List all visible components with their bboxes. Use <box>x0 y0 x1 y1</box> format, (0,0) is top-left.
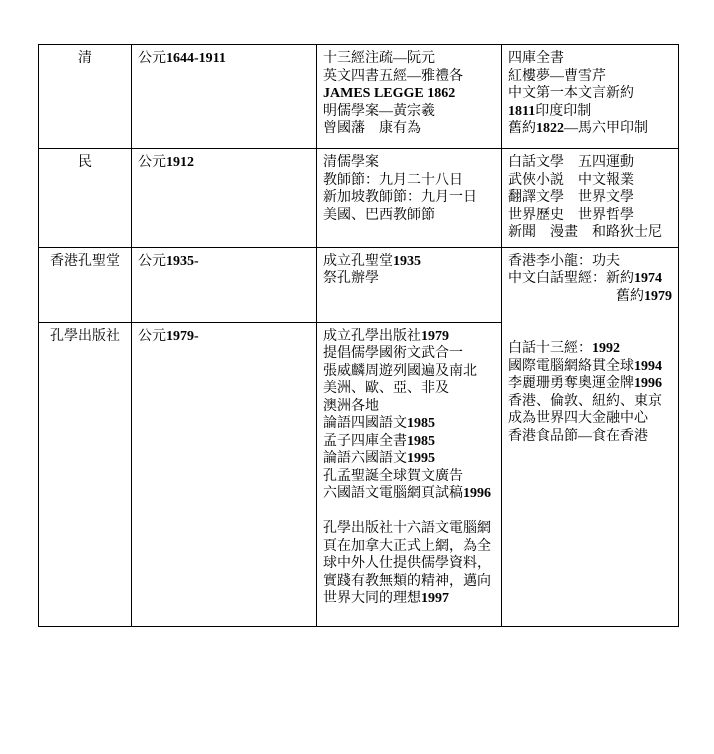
table-row-min <box>39 149 679 248</box>
events-cell: 白話文學 五四運動 武俠小説 中文報業 翻譯文學 世界文學 世界歷史 世界哲學 新聞 漫畫 和路狄士尼 <box>502 149 679 248</box>
table-row-qing <box>39 45 679 149</box>
years-cell: 公元1979- <box>132 322 317 626</box>
period-cell: 民 <box>39 149 132 248</box>
years-cell: 公元1935- <box>132 247 317 322</box>
timeline-table <box>38 44 679 627</box>
events-cell: 四庫全書 紅樓夢—曹雪芹 中文第一本文言新約 1811印度印制 舊約1822—馬六甲印制 <box>502 45 679 149</box>
events-cell: 清儒學案 教師節：九月二十八日 新加坡教師節：九月一日 美國、巴西教師節 <box>317 149 502 248</box>
period-cell: 孔學出版社 <box>39 322 132 626</box>
events-cell: 成立孔學出版社1979 提倡儒學國術文武合一 張威麟周遊列國遍及南北 美洲、歐、亞、非及 澳洲各地 論語四國語文1985 孟子四庫全書1985 論語六國語文1995 孔孟聖誕全球賀文廣告 六國語文電腦網頁試稿1996 孔學出版社十六語文電腦網 頁在加拿大正式上網，為全 球中外人仕提供儒學資料， 實踐有教無類的精神，邁向 世界大同的理想1997 <box>317 322 502 626</box>
period-cell: 清 <box>39 45 132 149</box>
years-cell: 公元1912 <box>132 149 317 248</box>
table-row-confucius-hall <box>39 247 679 322</box>
events-cell: 成立孔聖堂1935 祭孔辦學 <box>317 247 502 322</box>
years-cell: 公元1644-1911 <box>132 45 317 149</box>
events-cell: 十三經注疏—阮元 英文四書五經—雅禮各 JAMES LEGGE 1862 明儒學案—黃宗羲 曾國藩 康有為 <box>317 45 502 149</box>
events-cell-merged: 香港李小龍：功夫 中文白話聖經：新約1974 舊約1979 白話十三經：1992 國際電腦網絡貫全球1994 李麗珊勇奪奧運金牌1996 香港、倫敦、紐約、東京 成為世界四大金融中心 香港食品節—食在香港 <box>502 247 679 626</box>
period-cell: 香港孔聖堂 <box>39 247 132 322</box>
